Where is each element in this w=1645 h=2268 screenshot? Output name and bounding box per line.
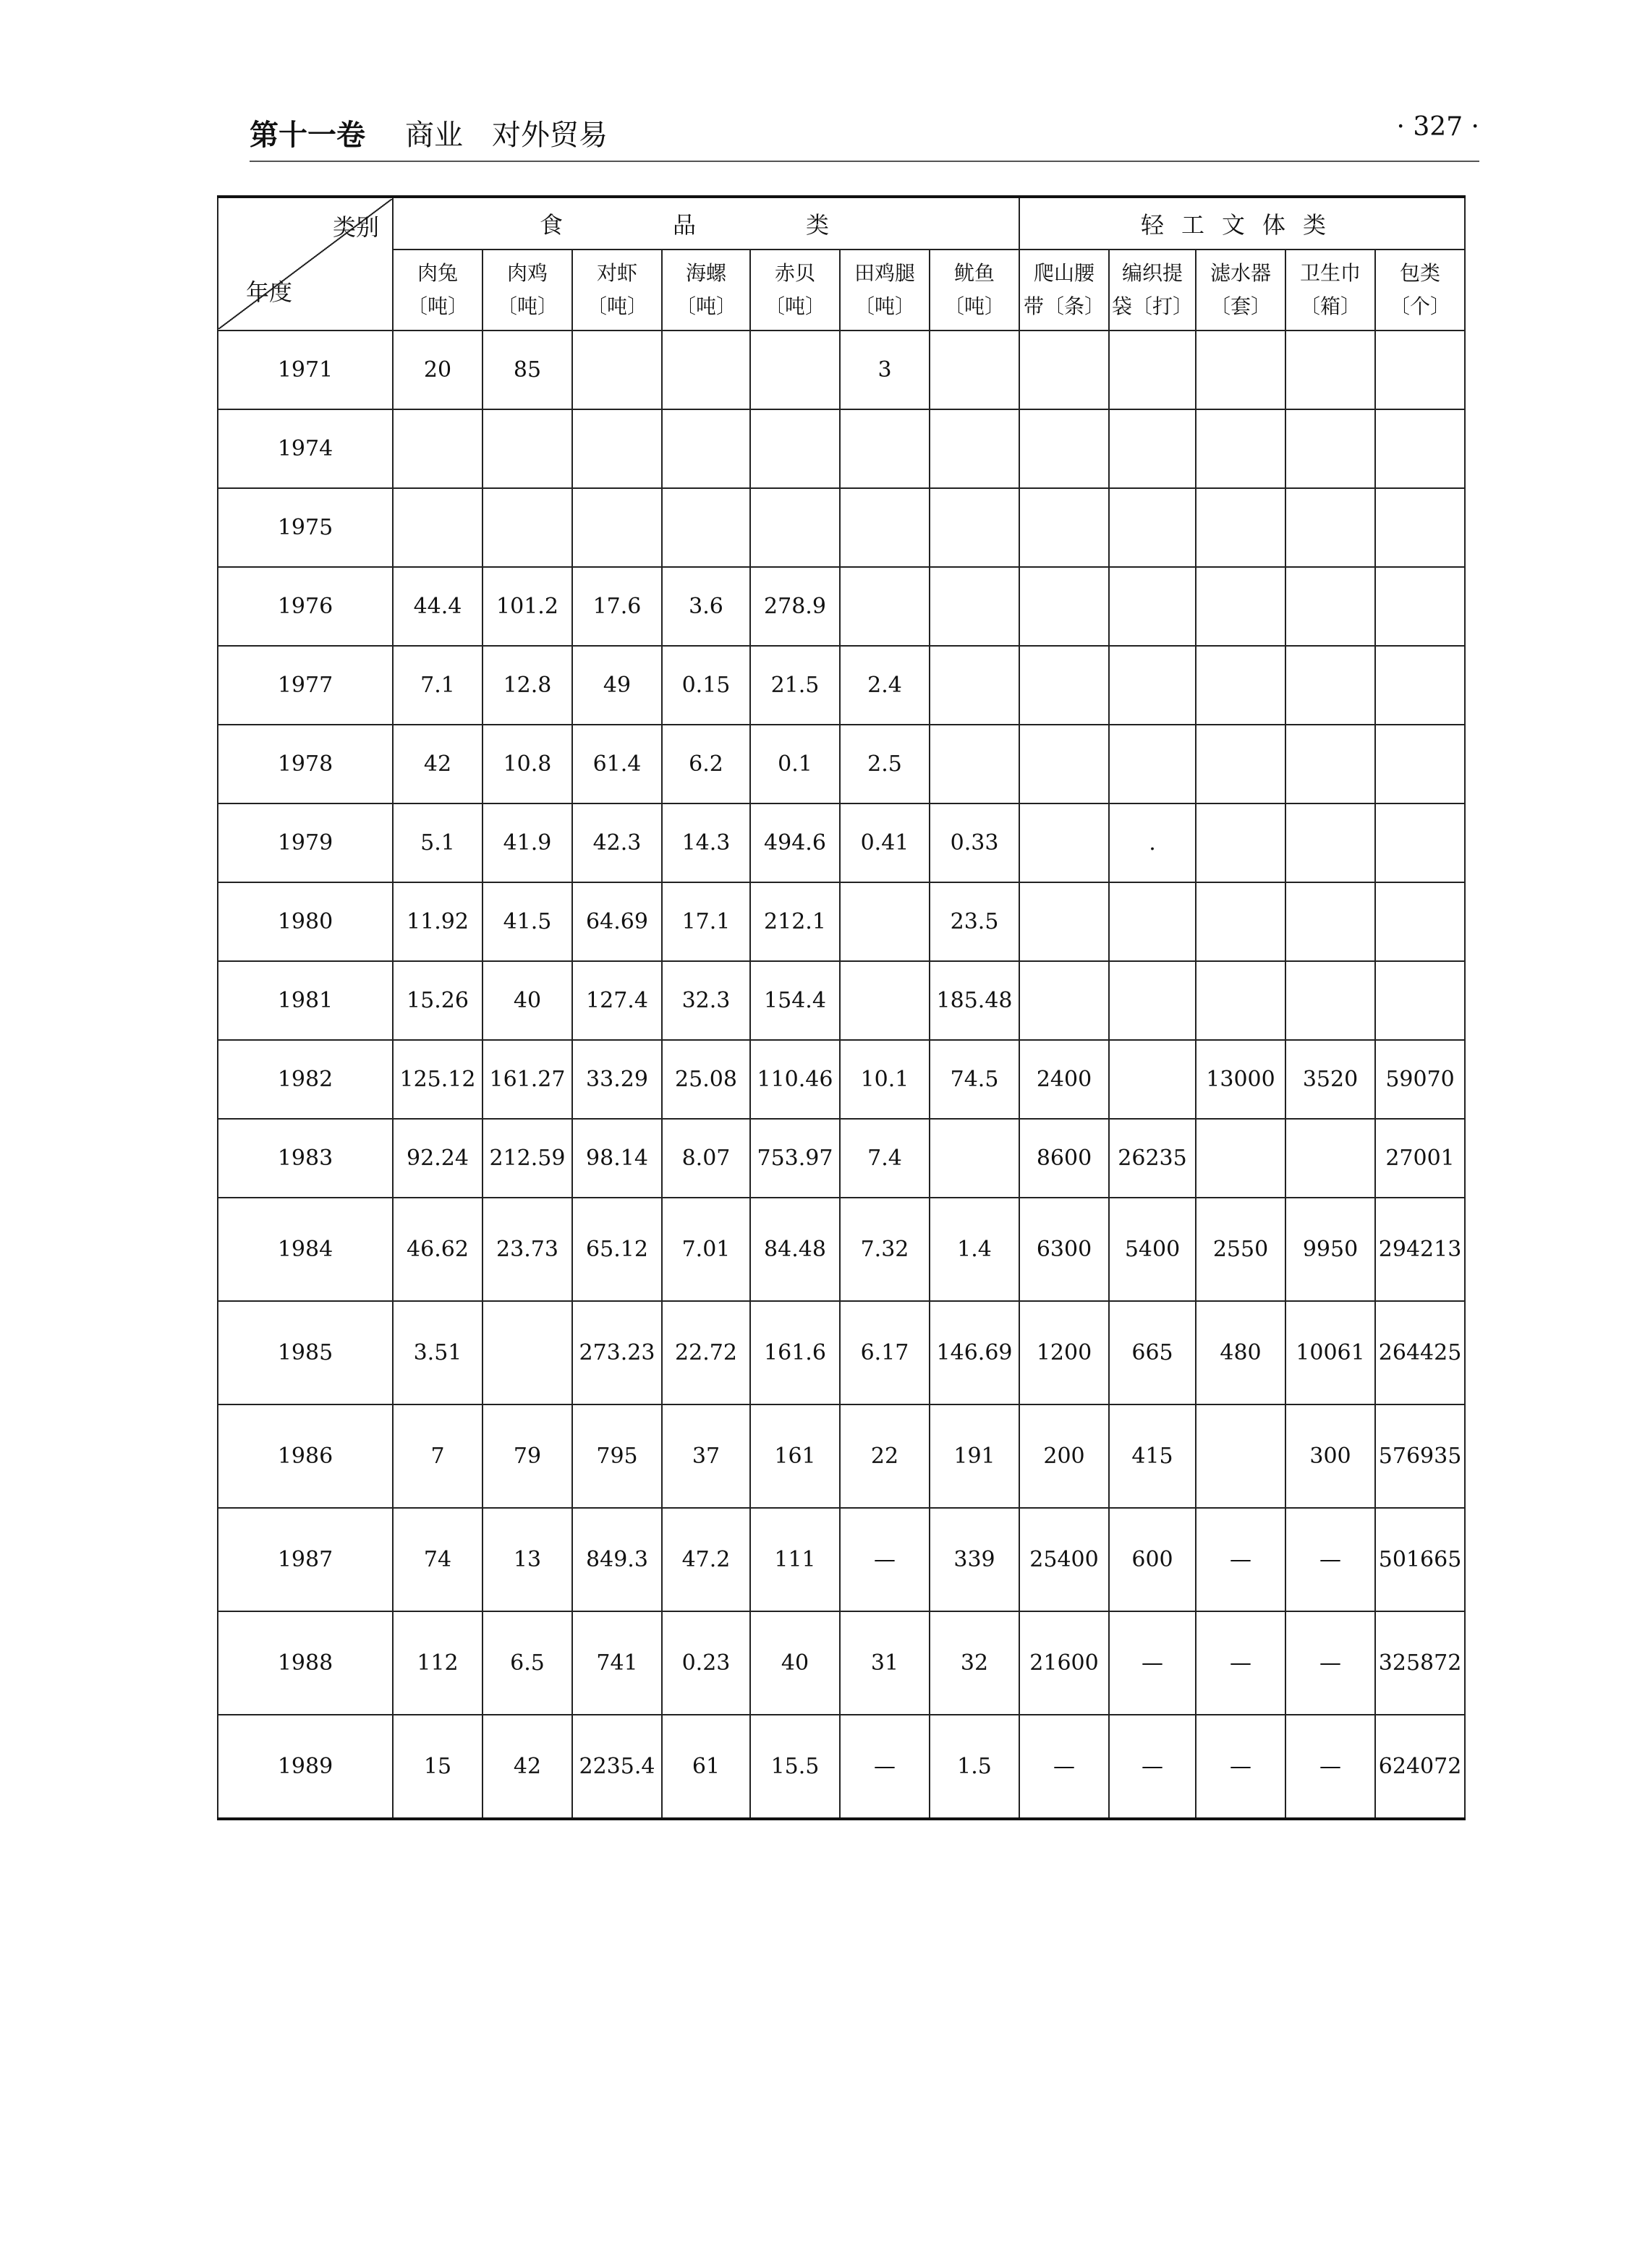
table-row (218, 1198, 1465, 1301)
value-cell: 8.07 (662, 1119, 750, 1198)
table-row (218, 1715, 1465, 1819)
value-cell (840, 488, 930, 567)
value-cell (1285, 331, 1375, 409)
column-header (1109, 250, 1196, 331)
value-cell: 10.1 (840, 1040, 930, 1119)
table-row (218, 803, 1465, 882)
value-cell (1375, 567, 1465, 646)
value-cell: 8600 (1019, 1119, 1109, 1198)
value-cell (1375, 803, 1465, 882)
value-cell: 7.01 (662, 1198, 750, 1301)
value-cell: 1200 (1019, 1301, 1109, 1404)
value-cell: 49 (572, 646, 662, 725)
year-cell: 1980 (218, 882, 393, 961)
column-header-name: 爬山腰 (1034, 261, 1095, 285)
column-header-name: 卫生巾 (1300, 261, 1361, 285)
column-header-name: 滤水器 (1210, 261, 1272, 285)
group-header-food: 食 品 类 (393, 197, 1019, 250)
value-cell: 10.8 (483, 725, 572, 803)
volume-title: 第十一卷 (250, 119, 365, 152)
value-cell: 41.9 (483, 803, 572, 882)
table-row (218, 1119, 1465, 1198)
header-rule (250, 161, 1479, 162)
value-cell: — (1285, 1508, 1375, 1611)
value-cell (930, 646, 1019, 725)
value-cell (1019, 646, 1109, 725)
column-header (662, 250, 750, 331)
value-cell: 146.69 (930, 1301, 1019, 1404)
value-cell: 61.4 (572, 725, 662, 803)
value-cell: 501665 (1375, 1508, 1465, 1611)
value-cell: 25400 (1019, 1508, 1109, 1611)
value-cell: 6.5 (483, 1611, 572, 1715)
corner-year-label: 年度 (246, 278, 293, 306)
value-cell: 3.51 (393, 1301, 483, 1404)
value-cell (1196, 646, 1285, 725)
value-cell: 21600 (1019, 1611, 1109, 1715)
value-cell (1375, 488, 1465, 567)
year-cell: 1984 (218, 1198, 393, 1301)
value-cell (840, 961, 930, 1040)
value-cell: 0.15 (662, 646, 750, 725)
value-cell: 41.5 (483, 882, 572, 961)
column-header-unit: 〔套〕 (1210, 294, 1272, 318)
column-header-unit: 〔箱〕 (1300, 294, 1361, 318)
value-cell (1285, 409, 1375, 488)
value-cell: 494.6 (750, 803, 840, 882)
table-row (218, 1040, 1465, 1119)
value-cell (1109, 646, 1196, 725)
table-row (218, 567, 1465, 646)
value-cell (930, 409, 1019, 488)
value-cell (930, 331, 1019, 409)
value-cell: 13 (483, 1508, 572, 1611)
value-cell (1375, 331, 1465, 409)
column-header-name: 肉鸡 (506, 261, 548, 285)
year-cell: 1989 (218, 1715, 393, 1819)
value-cell: 741 (572, 1611, 662, 1715)
value-cell: 7.4 (840, 1119, 930, 1198)
value-cell (1109, 961, 1196, 1040)
value-cell: 294213 (1375, 1198, 1465, 1301)
value-cell (662, 331, 750, 409)
column-header-unit: 〔吨〕 (854, 294, 915, 318)
value-cell: 10061 (1285, 1301, 1375, 1404)
year-cell: 1982 (218, 1040, 393, 1119)
value-cell (1285, 961, 1375, 1040)
value-cell: 0.33 (930, 803, 1019, 882)
value-cell: 84.48 (750, 1198, 840, 1301)
value-cell: 74.5 (930, 1040, 1019, 1119)
value-cell (1019, 803, 1109, 882)
column-header-name: 鱿鱼 (954, 261, 995, 285)
value-cell: 98.14 (572, 1119, 662, 1198)
section-title: 商业 对外贸易 (405, 119, 608, 152)
value-cell: 212.59 (483, 1119, 572, 1198)
value-cell (662, 488, 750, 567)
value-cell: — (1196, 1508, 1285, 1611)
value-cell: 753.97 (750, 1119, 840, 1198)
value-cell: 185.48 (930, 961, 1019, 1040)
value-cell: 101.2 (483, 567, 572, 646)
value-cell (1196, 488, 1285, 567)
value-cell: 112 (393, 1611, 483, 1715)
table-row (218, 646, 1465, 725)
value-cell: 44.4 (393, 567, 483, 646)
value-cell (1285, 646, 1375, 725)
value-cell: 46.62 (393, 1198, 483, 1301)
year-cell: 1977 (218, 646, 393, 725)
year-cell: 1974 (218, 409, 393, 488)
value-cell: 37 (662, 1404, 750, 1508)
value-cell: 15.26 (393, 961, 483, 1040)
value-cell: — (840, 1508, 930, 1611)
column-header-unit: 〔吨〕 (944, 294, 1006, 318)
column-header (572, 250, 662, 331)
value-cell: 665 (1109, 1301, 1196, 1404)
value-cell: 64.69 (572, 882, 662, 961)
value-cell (1196, 409, 1285, 488)
value-cell (393, 488, 483, 567)
column-header-name: 海螺 (685, 261, 726, 285)
table-row (218, 1611, 1465, 1715)
value-cell (1196, 961, 1285, 1040)
value-cell: 576935 (1375, 1404, 1465, 1508)
value-cell (1019, 961, 1109, 1040)
value-cell: — (1285, 1611, 1375, 1715)
table-row (218, 331, 1465, 409)
column-header-name: 对虾 (596, 261, 637, 285)
table-row (218, 725, 1465, 803)
column-header-unit: 〔吨〕 (496, 294, 558, 318)
column-header-unit: 带〔条〕 (1024, 294, 1105, 318)
value-cell: 849.3 (572, 1508, 662, 1611)
column-header (840, 250, 930, 331)
value-cell (1019, 725, 1109, 803)
value-cell: 32.3 (662, 961, 750, 1040)
value-cell (1196, 1404, 1285, 1508)
column-header (483, 250, 572, 331)
year-cell: 1987 (218, 1508, 393, 1611)
value-cell: 300 (1285, 1404, 1375, 1508)
value-cell: 2235.4 (572, 1715, 662, 1819)
value-cell: 5.1 (393, 803, 483, 882)
table-row (218, 488, 1465, 567)
value-cell: 32 (930, 1611, 1019, 1715)
value-cell: — (1109, 1715, 1196, 1819)
year-cell: 1983 (218, 1119, 393, 1198)
value-cell: 23.5 (930, 882, 1019, 961)
value-cell (1196, 803, 1285, 882)
value-cell: 212.1 (750, 882, 840, 961)
column-header (393, 250, 483, 331)
column-header-unit: 袋〔打〕 (1112, 294, 1194, 318)
value-cell: 6300 (1019, 1198, 1109, 1301)
value-cell (1109, 567, 1196, 646)
value-cell (1285, 567, 1375, 646)
value-cell: 12.8 (483, 646, 572, 725)
column-header (1375, 250, 1465, 331)
value-cell: 9950 (1285, 1198, 1375, 1301)
value-cell: 85 (483, 331, 572, 409)
value-cell (1285, 1119, 1375, 1198)
value-cell: 127.4 (572, 961, 662, 1040)
year-cell: 1985 (218, 1301, 393, 1404)
column-header-unit: 〔吨〕 (764, 294, 825, 318)
value-cell: 17.1 (662, 882, 750, 961)
value-cell: 6.2 (662, 725, 750, 803)
value-cell: 7.1 (393, 646, 483, 725)
value-cell: 1.4 (930, 1198, 1019, 1301)
value-cell: 42 (483, 1715, 572, 1819)
table-row (218, 1508, 1465, 1611)
value-cell: 26235 (1109, 1119, 1196, 1198)
value-cell (840, 882, 930, 961)
value-cell (1375, 646, 1465, 725)
value-cell: 111 (750, 1508, 840, 1611)
value-cell: 415 (1109, 1404, 1196, 1508)
value-cell: 325872 (1375, 1611, 1465, 1715)
value-cell: — (1196, 1611, 1285, 1715)
value-cell: 191 (930, 1404, 1019, 1508)
value-cell (840, 567, 930, 646)
value-cell (1019, 488, 1109, 567)
value-cell (1196, 882, 1285, 961)
year-cell: 1981 (218, 961, 393, 1040)
corner-cell (218, 197, 393, 331)
value-cell (1019, 882, 1109, 961)
export-table-wrapper (217, 195, 1464, 1820)
value-cell: 22 (840, 1404, 930, 1508)
value-cell (1109, 882, 1196, 961)
table-row (218, 1404, 1465, 1508)
value-cell (1196, 725, 1285, 803)
value-cell: 161.6 (750, 1301, 840, 1404)
column-header-unit: 〔吨〕 (407, 294, 468, 318)
column-header-unit: 〔个〕 (1390, 294, 1451, 318)
table-row (218, 409, 1465, 488)
value-cell: — (1196, 1715, 1285, 1819)
value-cell: 65.12 (572, 1198, 662, 1301)
value-cell: 74 (393, 1508, 483, 1611)
year-cell: 1978 (218, 725, 393, 803)
value-cell: 161 (750, 1404, 840, 1508)
value-cell (1196, 567, 1285, 646)
running-head (250, 112, 1479, 163)
value-cell (1285, 882, 1375, 961)
year-cell: 1988 (218, 1611, 393, 1715)
value-cell: 23.73 (483, 1198, 572, 1301)
corner-category-label: 类别 (332, 213, 379, 241)
value-cell: 42 (393, 725, 483, 803)
value-cell: 61 (662, 1715, 750, 1819)
value-cell (1019, 567, 1109, 646)
value-cell (1285, 488, 1375, 567)
value-cell: 7 (393, 1404, 483, 1508)
value-cell (1375, 409, 1465, 488)
value-cell (483, 409, 572, 488)
value-cell (572, 331, 662, 409)
value-cell: 0.41 (840, 803, 930, 882)
value-cell: 25.08 (662, 1040, 750, 1119)
value-cell (1109, 1040, 1196, 1119)
value-cell: 92.24 (393, 1119, 483, 1198)
value-cell (1375, 725, 1465, 803)
value-cell (750, 331, 840, 409)
value-cell: 15 (393, 1715, 483, 1819)
value-cell: 59070 (1375, 1040, 1465, 1119)
value-cell: 2.4 (840, 646, 930, 725)
value-cell: 339 (930, 1508, 1019, 1611)
column-header-name: 包类 (1400, 261, 1441, 285)
value-cell: 15.5 (750, 1715, 840, 1819)
value-cell: 40 (483, 961, 572, 1040)
value-cell: 3 (840, 331, 930, 409)
column-header-unit: 〔吨〕 (675, 294, 736, 318)
value-cell (750, 488, 840, 567)
value-cell: 795 (572, 1404, 662, 1508)
value-cell (483, 488, 572, 567)
table-row (218, 882, 1465, 961)
value-cell (1019, 331, 1109, 409)
value-cell: 31 (840, 1611, 930, 1715)
value-cell: 27001 (1375, 1119, 1465, 1198)
column-header-unit: 〔吨〕 (586, 294, 647, 318)
value-cell (662, 409, 750, 488)
value-cell (1109, 331, 1196, 409)
column-header (1285, 250, 1375, 331)
value-cell: 33.29 (572, 1040, 662, 1119)
value-cell (483, 1301, 572, 1404)
value-cell: 0.23 (662, 1611, 750, 1715)
value-cell (572, 409, 662, 488)
value-cell: — (1019, 1715, 1109, 1819)
value-cell: 47.2 (662, 1508, 750, 1611)
value-cell: 20 (393, 331, 483, 409)
column-header-name: 肉兔 (417, 261, 458, 285)
value-cell: 17.6 (572, 567, 662, 646)
value-cell: 2.5 (840, 725, 930, 803)
export-table (217, 195, 1466, 1820)
value-cell: 42.3 (572, 803, 662, 882)
value-cell (393, 409, 483, 488)
column-header-name: 编织提 (1122, 261, 1183, 285)
value-cell: 13000 (1196, 1040, 1285, 1119)
value-cell (840, 409, 930, 488)
value-cell: 1.5 (930, 1715, 1019, 1819)
value-cell: 2400 (1019, 1040, 1109, 1119)
value-cell: . (1109, 803, 1196, 882)
value-cell: 480 (1196, 1301, 1285, 1404)
value-cell (1019, 409, 1109, 488)
value-cell: 11.92 (393, 882, 483, 961)
value-cell: 600 (1109, 1508, 1196, 1611)
value-cell: 79 (483, 1404, 572, 1508)
year-cell: 1976 (218, 567, 393, 646)
value-cell: 21.5 (750, 646, 840, 725)
year-cell: 1979 (218, 803, 393, 882)
value-cell: — (1109, 1611, 1196, 1715)
value-cell: 154.4 (750, 961, 840, 1040)
column-header (750, 250, 840, 331)
value-cell: 273.23 (572, 1301, 662, 1404)
value-cell: 22.72 (662, 1301, 750, 1404)
value-cell (1109, 488, 1196, 567)
group-header-light-industry: 轻工文体类 (1019, 197, 1465, 250)
page-number: · 327 · (1396, 112, 1479, 142)
value-cell: 2550 (1196, 1198, 1285, 1301)
value-cell (1196, 1119, 1285, 1198)
value-cell (1285, 725, 1375, 803)
value-cell: 40 (750, 1611, 840, 1715)
value-cell: 624072 (1375, 1715, 1465, 1819)
value-cell: 110.46 (750, 1040, 840, 1119)
value-cell (1375, 882, 1465, 961)
value-cell (1196, 331, 1285, 409)
column-header (930, 250, 1019, 331)
value-cell (750, 409, 840, 488)
column-header-name: 田鸡腿 (854, 261, 915, 285)
value-cell: — (1285, 1715, 1375, 1819)
value-cell: 264425 (1375, 1301, 1465, 1404)
value-cell: 3520 (1285, 1040, 1375, 1119)
year-cell: 1975 (218, 488, 393, 567)
year-cell: 1971 (218, 331, 393, 409)
column-header (1196, 250, 1285, 331)
value-cell: 0.1 (750, 725, 840, 803)
value-cell: 7.32 (840, 1198, 930, 1301)
column-header-name: 赤贝 (774, 261, 815, 285)
value-cell: 278.9 (750, 567, 840, 646)
value-cell: 125.12 (393, 1040, 483, 1119)
value-cell (1375, 961, 1465, 1040)
value-cell (930, 725, 1019, 803)
value-cell: 161.27 (483, 1040, 572, 1119)
column-header (1019, 250, 1109, 331)
value-cell: 3.6 (662, 567, 750, 646)
value-cell (572, 488, 662, 567)
value-cell (1109, 409, 1196, 488)
value-cell (1285, 803, 1375, 882)
value-cell (930, 567, 1019, 646)
value-cell: 14.3 (662, 803, 750, 882)
value-cell: 6.17 (840, 1301, 930, 1404)
value-cell (930, 488, 1019, 567)
value-cell: 200 (1019, 1404, 1109, 1508)
value-cell (930, 1119, 1019, 1198)
table-row (218, 961, 1465, 1040)
table-row (218, 1301, 1465, 1404)
value-cell: 5400 (1109, 1198, 1196, 1301)
value-cell: — (840, 1715, 930, 1819)
year-cell: 1986 (218, 1404, 393, 1508)
value-cell (1109, 725, 1196, 803)
